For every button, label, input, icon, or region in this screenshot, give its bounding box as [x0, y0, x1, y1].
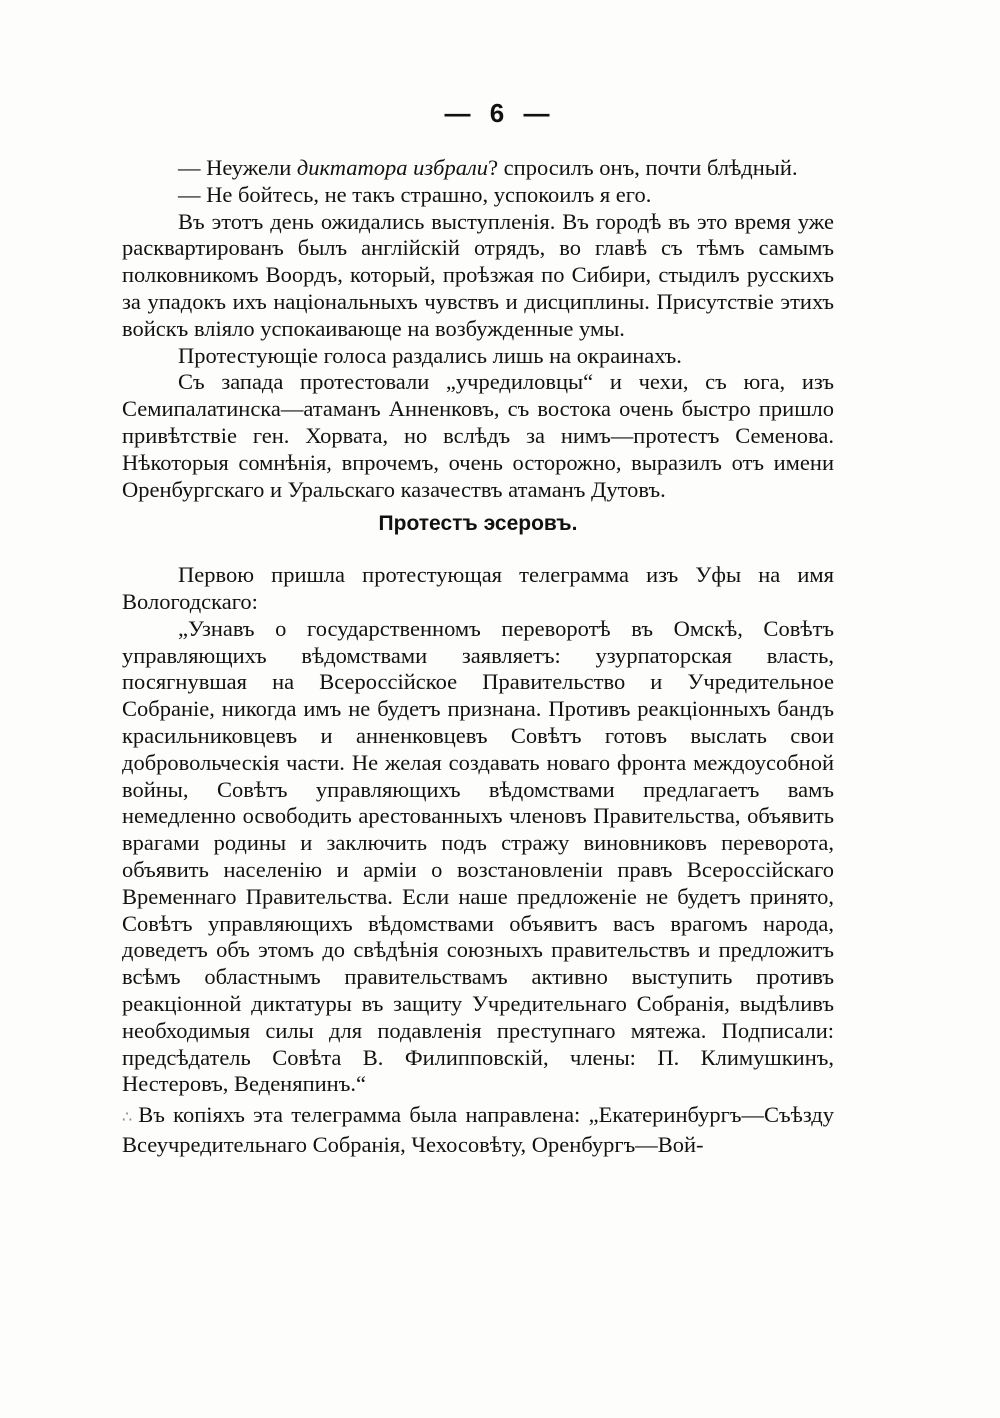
body-text [122, 155, 834, 1159]
paragraph-telegram-copies [122, 1102, 834, 1159]
question-start: — Неужели [178, 155, 297, 180]
paragraph-reply: — Не бойтесь, не такъ страшно, успокоилъ я его. [178, 181, 652, 207]
paragraph-english-detachment: Въ этотъ день ожидались выступленія. Въ городѣ въ это время уже расквартированъ былъ англійскій отрядъ, во главѣ съ тѣмъ самымъ полковникомъ Воордъ, который, проѣзжая по Сибири, стыдилъ русскихъ за упадокъ ихъ національныхъ чувствъ и дисциплины. Присутствіе этихъ войскъ вліяло успокаивающе на возбужденные умы. [122, 208, 834, 341]
paragraph-question [122, 155, 834, 182]
page-number: — 6 — [444, 98, 556, 128]
paragraph-telegram-text: „Узнавъ о государственномъ переворотѣ въ Омскѣ, Совѣтъ управляющихъ вѣдомствами заявляетъ: узурпаторская власть, посягнувшая на Всероссійское Правительство и Учредительное Собраніе, никогда имъ не будетъ признана. Противъ реакціонныхъ бандъ красильниковцевъ и анненковцевъ Совѣтъ готовъ выслать свои добровольческія части. Не желая создавать новаго фронта междоусобной войны, Совѣтъ управляющихъ вѣдомствами предлагаетъ вамъ немедленно освободить арестованныхъ членовъ Правительства, объявить врагами родины и заключить подъ стражу виновниковъ переворота, объявить населенію и арміи о возстановленіи правъ Всероссійскаго Временнаго Правительства. Если наше предложеніе не будетъ принято, Совѣтъ управляющихъ вѣдомствами объявитъ васъ врагомъ народа, доведетъ объ этомъ до свѣдѣнія союзныхъ правительствъ и предложитъ всѣмъ областнымъ правительствамъ активно выступить противъ реакціонной диктатуры въ защиту Учредительнаго Собранія, выдѣливъ необходимыя силы для подавленія преступнаго мятежа. Подписали: предсѣдатель Совѣта В. Филипповскій, члены: П. Климушкинъ, Нестеровъ, Веденяпинъ.“ [122, 615, 834, 1097]
paragraph-first-telegram: Первою пришла протестующая телеграмма изъ Уфы на имя Вологодскаго: [122, 562, 834, 614]
section-heading: Протестъ эсеровъ. [378, 512, 578, 536]
paragraph-protest-voices: Протестующіе голоса раздались лишь на окраинахъ. [178, 342, 682, 368]
question-end: ? спросилъ онъ, почти блѣдный. [488, 155, 798, 180]
question-emphasis: диктатора избрали [296, 155, 489, 180]
paragraph-protest-sources: Съ запада протестовали „учредиловцы“ и чехи, съ юга, изъ Семипалатинска—атаманъ Анненковъ, съ востока очень быстро пришло привѣтствіе ген. Хорвата, но вслѣдъ за нимъ—протестъ Семенова. Нѣкоторыя сомнѣнія, впрочемъ, очень осторожно, выразилъ отъ имени Оренбургскаго и Уральскаго казачествъ атаманъ Дутовъ. [122, 369, 834, 502]
telegram-copies-text: Въ копіяхъ эта телеграмма была направлена: „Екатеринбургъ—Съѣзду Всеучредительнаго Собранія, Чехосовѣту, Оренбургъ—Вой- [122, 1102, 834, 1157]
margin-mark: ∴ [122, 1109, 133, 1127]
